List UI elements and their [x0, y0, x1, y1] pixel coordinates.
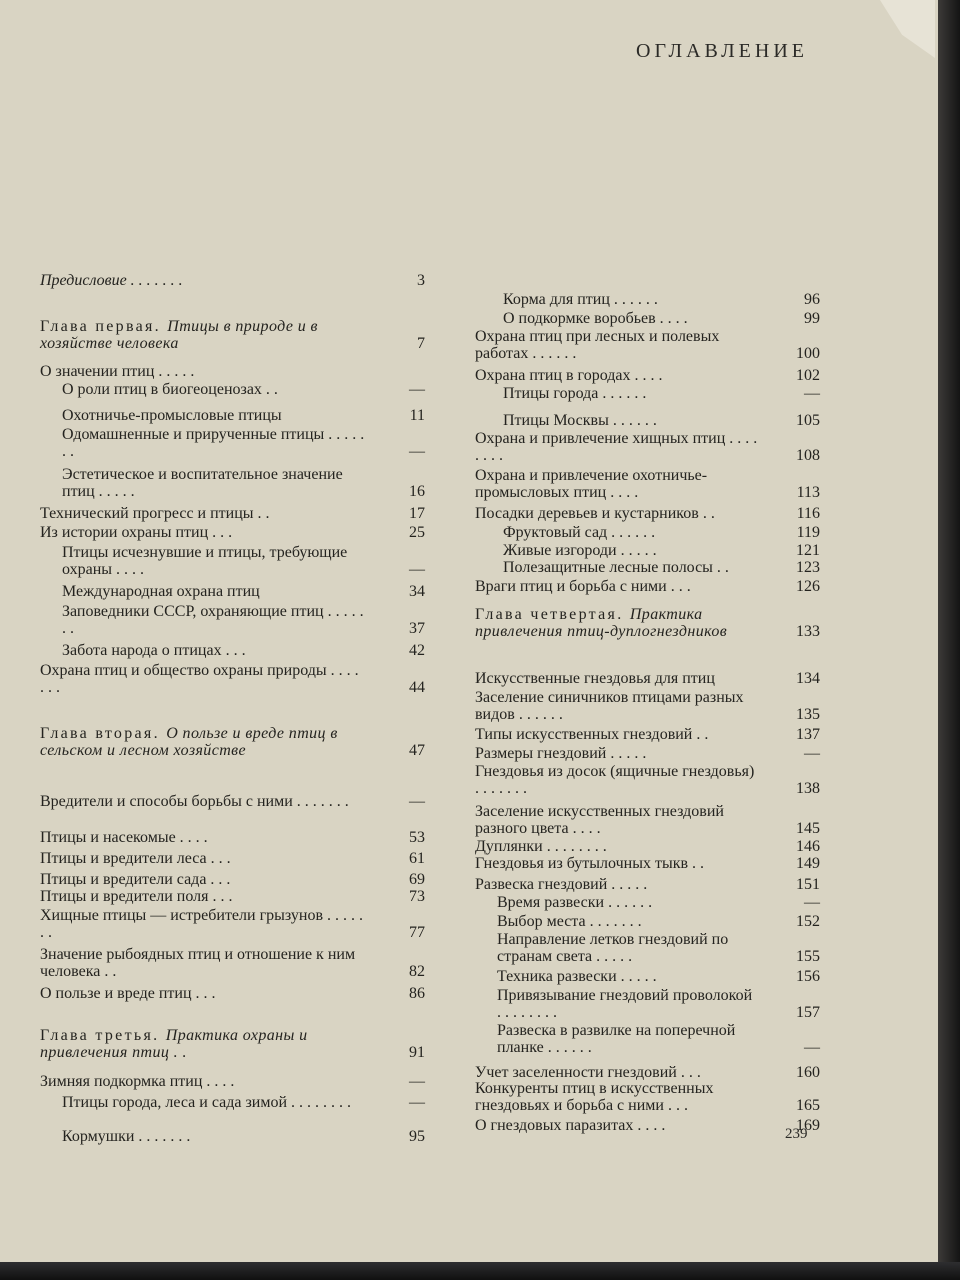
- toc-entry: Корма для птиц . . . . . . 96: [503, 291, 820, 308]
- toc-entry: Птицы и вредители леса . . . 61: [40, 850, 425, 867]
- toc-entry: Из истории охраны птиц . . . 25: [40, 524, 425, 541]
- toc-entry: Дуплянки . . . . . . . . 146: [475, 838, 820, 855]
- toc-entry: Охотничье-промысловые птицы 11: [62, 407, 425, 424]
- toc-entry: Гнездовья из бутылочных тыкв . . 149: [475, 855, 820, 872]
- toc-entry: Кормушки . . . . . . . 95: [62, 1128, 425, 1145]
- toc-entry: Развеска гнездовий . . . . . 151: [475, 876, 820, 893]
- toc-entry: Заповедники СССР, охраняющие птиц . . . . . . . 37: [62, 603, 425, 637]
- toc-entry: Птицы и вредители поля . . . 73: [40, 888, 425, 905]
- toc-entry: Посадки деревьев и кустарников . . 116: [475, 505, 820, 522]
- toc-entry: О роли птиц в биогеоценозах . . —: [62, 381, 425, 398]
- toc-entry: Птицы города . . . . . . —: [503, 385, 820, 402]
- toc-entry: О пользе и вреде птиц . . . 86: [40, 985, 425, 1002]
- toc-entry: О подкормке воробьев . . . . 99: [503, 310, 820, 327]
- toc-entry: Одомашненные и прирученные птицы . . . . . . . —: [62, 426, 425, 460]
- toc-entry: О гнездовых паразитах . . . . 169: [475, 1117, 820, 1134]
- folded-corner: [880, 0, 935, 58]
- toc-entry: Техника развески . . . . . 156: [497, 968, 820, 985]
- toc-entry: Искусственные гнездовья для птиц 134: [475, 670, 820, 687]
- toc-entry: Охрана птиц в городах . . . . 102: [475, 367, 820, 384]
- book-edge: [938, 0, 960, 1280]
- chapter-heading: Глава первая. Птицы в природе и в хозяйстве человека 7: [40, 318, 425, 352]
- toc-entry: Птицы и насекомые . . . . 53: [40, 829, 425, 846]
- toc-entry: Охрана и привлечение охотничье-промысловых птиц . . . . 113: [475, 467, 820, 501]
- toc-entry: Охрана и привлечение хищных птиц . . . . . . . . 108: [475, 430, 820, 464]
- toc-entry: Вредители и способы борьбы с ними . . . . . . . —: [40, 793, 425, 810]
- toc-entry: Типы искусственных гнездовий . . 137: [475, 726, 820, 743]
- toc-entry: Птицы города, леса и сада зимой . . . . . . . . —: [62, 1094, 425, 1111]
- chapter-heading: Глава третья. Практика охраны и привлечения птиц . . 91: [40, 1027, 425, 1061]
- toc-entry: О значении птиц . . . . .: [40, 363, 195, 380]
- toc-entry: Зимняя подкормка птиц . . . . —: [40, 1073, 425, 1090]
- chapter-heading: Глава вторая. О пользе и вреде птиц в сельском и лесном хозяйстве 47: [40, 725, 425, 759]
- toc-entry: Предисловие . . . . . . . 3: [40, 272, 425, 289]
- toc-entry: Международная охрана птиц 34: [62, 583, 425, 600]
- toc-entry: Живые изгороди . . . . . 121: [503, 542, 820, 559]
- page-title: ОГЛАВЛЕНИЕ: [636, 40, 808, 62]
- toc-entry: Направление летков гнездовий по странам света . . . . . 155: [497, 931, 820, 965]
- toc-entry: Значение рыбоядных птиц и отношение к ним человека . . 82: [40, 946, 425, 980]
- toc-entry: Охрана птиц при лесных и полевых работах . . . . . . 100: [475, 328, 820, 362]
- page-number: 239: [785, 1126, 808, 1142]
- toc-entry: Размеры гнездовий . . . . . —: [475, 745, 820, 762]
- toc-entry: Выбор места . . . . . . . 152: [497, 913, 820, 930]
- toc-entry: Птицы исчезнувшие и птицы, требующие охраны . . . . —: [62, 544, 425, 578]
- toc-entry: Заселение синичников птицами разных видов . . . . . . 135: [475, 689, 820, 723]
- toc-entry: Время развески . . . . . . —: [497, 894, 820, 911]
- toc-entry: Враги птиц и борьба с ними . . . 126: [475, 578, 820, 595]
- toc-entry: Привязывание гнездовий проволокой . . . . . . . . 157: [497, 987, 820, 1021]
- toc-entry: Забота народа о птицах . . . 42: [62, 642, 425, 659]
- toc-entry: Гнездовья из досок (ящичные гнездовья) . . . . . . . 138: [475, 763, 820, 797]
- toc-entry: Учет заселенности гнездовий . . . 160: [475, 1064, 820, 1081]
- toc-entry: Заселение искусственных гнездовий разного цвета . . . . 145: [475, 803, 820, 837]
- toc-entry: Развеска в развилке на поперечной планке . . . . . . —: [497, 1022, 820, 1056]
- book-bottom-edge: [0, 1262, 960, 1280]
- toc-entry: Птицы Москвы . . . . . . 105: [503, 412, 820, 429]
- toc-entry: Птицы и вредители сада . . . 69: [40, 871, 425, 888]
- chapter-heading: Глава четвертая. Практика привлечения птиц-дуплогнездников 133: [475, 606, 820, 640]
- toc-entry: Фруктовый сад . . . . . . 119: [503, 524, 820, 541]
- toc-entry: Эстетическое и воспитательное значение птиц . . . . . 16: [62, 466, 425, 500]
- toc-entry: Полезащитные лесные полосы . . 123: [503, 559, 820, 576]
- toc-entry: Технический прогресс и птицы . . 17: [40, 505, 425, 522]
- toc-entry: Охрана птиц и общество охраны природы . . . . . . . 44: [40, 662, 425, 696]
- toc-entry: Хищные птицы — истребители грызунов . . . . . . . 77: [40, 907, 425, 941]
- toc-entry: Конкуренты птиц в искусственных гнездовьях и борьба с ними . . . 165: [475, 1080, 820, 1114]
